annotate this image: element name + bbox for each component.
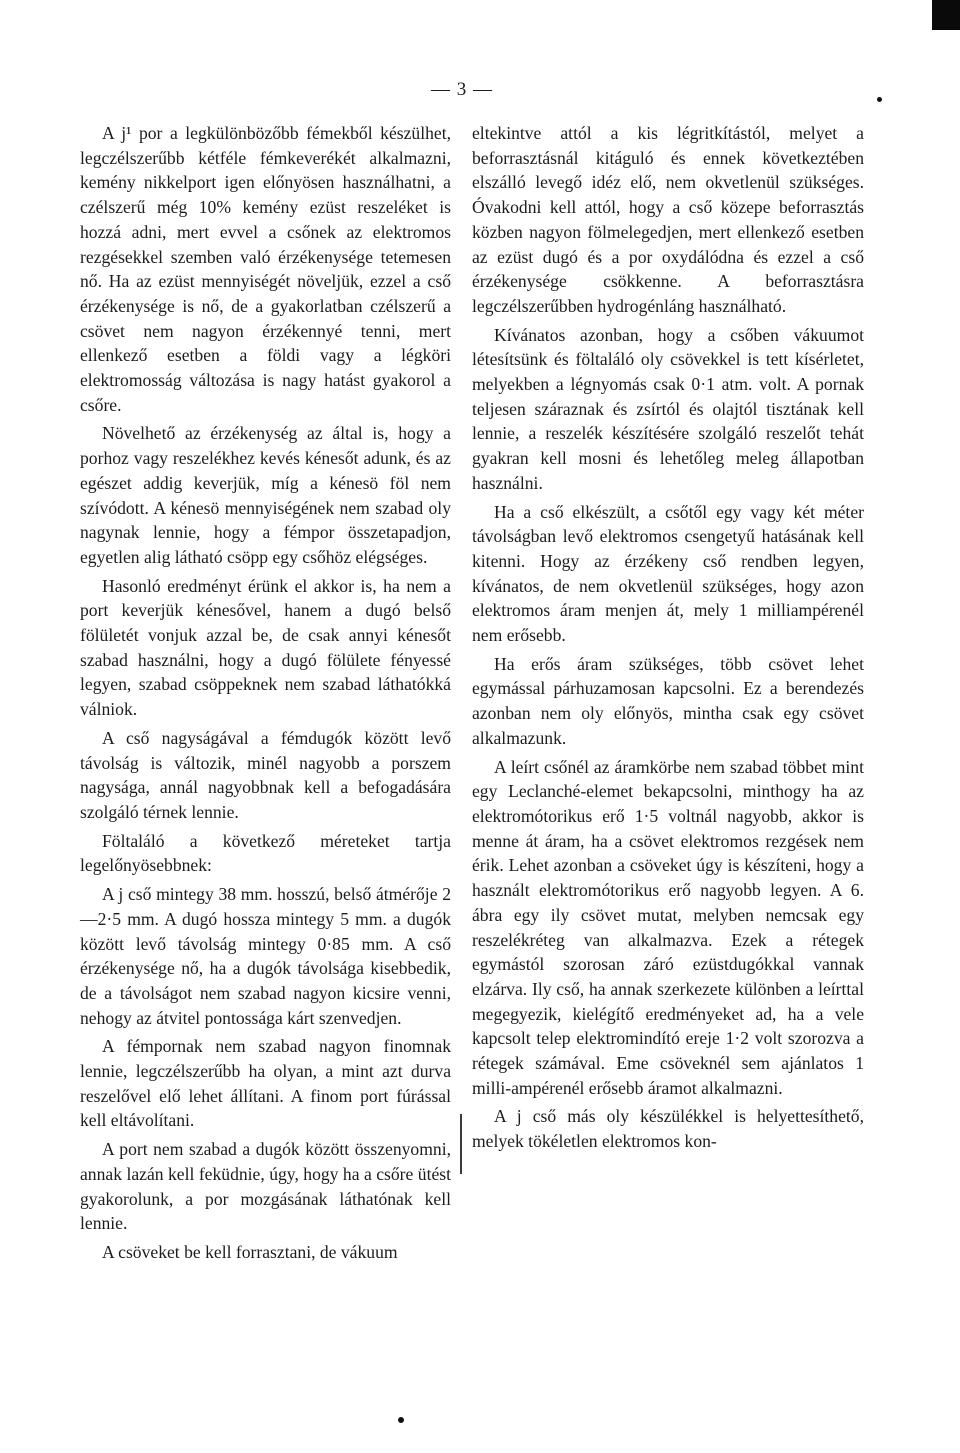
paragraph: A port nem szabad a dugók között összenyomni, annak lazán kell feküdnie, úgy, hogy ha a csőre ütést gyakorolunk, a por mozgásának láthatónak kell lennie. [80,1139,451,1234]
paragraph: A cső nagyságával a fémdugók között levő távolság is változik, minél nagyobb a porszem nagysága, annál nagyobbnak kell a befogadására szolgáló térnek lennie. [80,727,451,822]
ink-speck [398,1417,404,1423]
paragraph: eltekintve attól a kis légritkítástól, melyet a beforrasztásnál kitáguló és ennek következtében elszálló levegő idéz elő, nem okvetlenül szükséges. Óvakodni kell attól, hogy a cső közepe beforrasztás közben nagyon fölmelegedjen, mert ellenkező esetben az ezüst dugó és a por oxydálódna és ezzel a cső érzékenysége csökkenne. A beforrasztásra legczélszerűbben hydrogénláng használható. [472,123,864,316]
paragraph: A j cső mintegy 38 mm. hosszú, belső átmérője 2—2·5 mm. A dugó hossza mintegy 5 mm. a dugók között levő távolság mintegy 0·85 mm. A cső érzékenysége nő, ha a dugók távolsága kisebbedik, de a távolságot nem szabad nagyon kicsire venni, nehogy az átvitel pontossága kárt szenvedjen. [80,884,451,1028]
left-column [80,121,451,1269]
paragraph: Ha a cső elkészült, a csőtől egy vagy két méter távolságban levő elektromos csengetyű hatásának kell kitenni. Hogy az érzékeny cső rendben legyen, kívánatos, de nem okvetlenül szükséges, hogy azon elektromos áram menjen át, mely 1 milliampérenél nem erősebb. [472,501,864,646]
paragraph: A j cső más oly készülékkel is helyettesíthető, melyek tökéletlen elektromos kon- [472,1106,864,1152]
paragraph: Föltaláló a következő méreteket tartja legelőnyösebbnek: [80,830,451,876]
paragraph: Növelhető az érzékenység az által is, hogy a porhoz vagy reszelékhez kevés kénesőt adunk, és az egészet addig keverjük, míg a kénesö föl nem szívódott. A kénesö mennyiségének nem szabad oly nagynak lennie, hogy a fémpor összetapadjon, egyetlen alig látható csöpp egy csőhöz elégséges. [80,423,451,567]
scan-corner-mark [932,0,960,30]
paragraph: A leírt csőnél az áramkörbe nem szabad többet mint egy Leclanché-elemet bekapcsolni, minthogy ha az elektromótorikus erő 1·5 voltnál nagyobb, akkor is menne át áram, ha a csövet elektromos rezgések nem érik. Lehet azonban a csöveket úgy is készíteni, hogy a használt elektromótorikus erő nagyobb legyen. A 6. ábra egy ily csövet mutat, melyben nemcsak egy reszelékréteg van alkalmazva. Ezek a rétegek egymástól szorosan záró ezüstdugókkal vannak elzárva. Ily cső, ha annak szerkezete különben a leírttal megegyezik, kielégítő eredményeket ad, ha a vele kapcsolt telep elektromindító ereje 1·2 volt szorozva a rétegek számával. Eme csöveknél sem ajánlatos 1 milli-ampérenél erősebb áramot alkalmazni. [472,756,864,1098]
paragraph: A fémpornak nem szabad nagyon finomnak lennie, legczélszerűbb ha olyan, a mint azt durva reszelővel elő lehet állítani. A finom port fúrással kell eltávolítani. [80,1036,451,1131]
paragraph: Hasonló eredményt érünk el akkor is, ha nem a port keverjük kénesővel, hanem a dugó belső fölületét vonjuk azzal be, de csak annyi kénesőt szabad használni, hogy a dugó fölülete fényessé legyen, szabad csöppeknek nem szabad láthatókká válniok. [80,575,451,720]
column-divider [460,1114,462,1174]
paragraph: A csöveket be kell forrasztani, de vákuum [102,1241,398,1262]
paragraph: Ha erős áram szükséges, több csövet lehet egymással párhuzamosan kapcsolni. Ez a berendezés azonban nem oly előnyös, mintha csak egy csövet alkalmazunk. [472,653,864,748]
right-column [472,121,864,1158]
paragraph: A j¹ por a legkülönbözőbb fémekből készülhet, legczélszerűbb kétféle fémkeverékét alkalmazni, kemény nikkelport igen előnyösen használhatni, a czélszerű még 10% kemény ezüst reszeléket is hozzá adni, mert evvel a csőnek az elektromos rezgésekkel szemben való érzékenysége tetemesen nő. Ha az ezüst mennyiségét növeljük, ezzel a cső érzékenysége is nő, de a gyakorlatban czélszerű a csövet nem nagyon érzékennyé tenni, mert ellenkező esetben a földi vagy a légköri elektromosság változása is nagy hatást gyakorol a csőre. [80,123,451,415]
paragraph: Kívánatos azonban, hogy a csőben vákuumot létesítsünk és föltaláló oly csövekkel is tett kísérletet, melyekben a légnyomás csak 0·1 atm. volt. A pornak teljesen száraznak és zsírtól és olajtól tisztának kell lennie, a reszelék készítésére szolgáló reszelőt tehát gyakran kell mosni és lehetőleg meleg állapotban használni. [472,324,864,493]
page-number: — 3 — [431,79,493,100]
ink-speck [877,97,882,102]
